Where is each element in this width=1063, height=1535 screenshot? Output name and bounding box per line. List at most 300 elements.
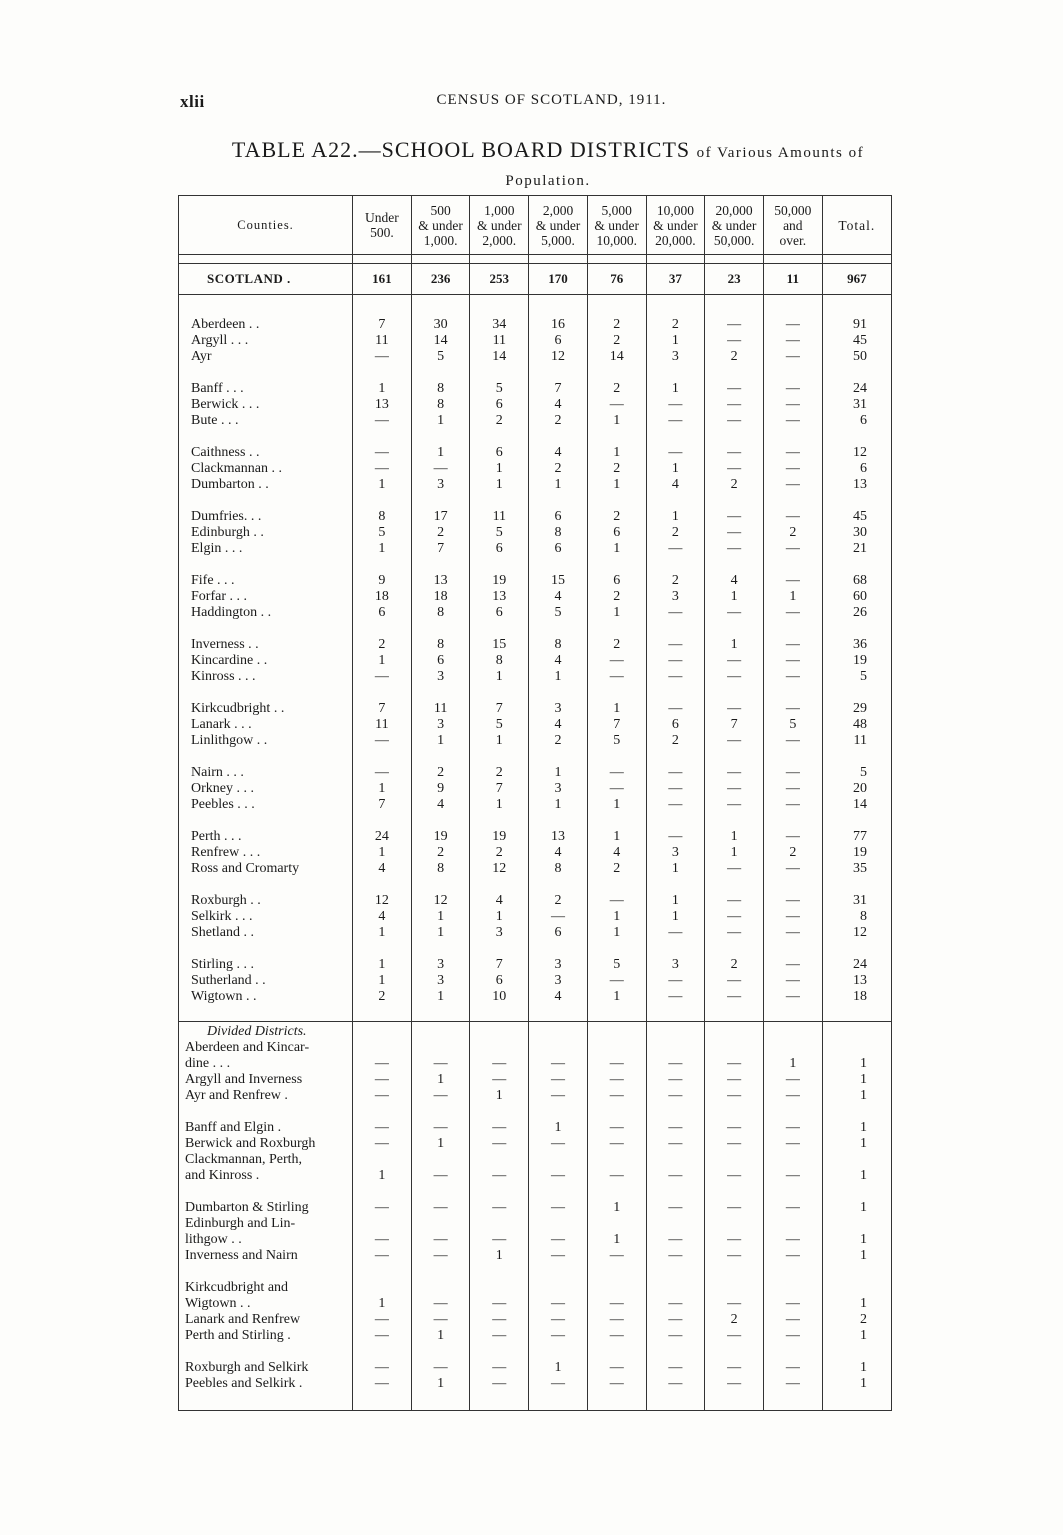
value-cell: 2 — [613, 333, 621, 348]
value-cell: — — [492, 1168, 507, 1183]
value-column-cell — [529, 893, 588, 957]
county-name: Linlithgow . . — [191, 733, 268, 748]
value-cell: 3 — [671, 349, 679, 364]
value-cell: — — [374, 1200, 389, 1215]
value-cell: 24 — [853, 957, 867, 972]
value-column-cell — [529, 637, 588, 701]
value-cell: — — [551, 1296, 565, 1311]
value-cell: — — [668, 1232, 683, 1247]
value-cell: 2 — [730, 477, 738, 492]
total-column-cell — [822, 1360, 891, 1411]
value-cell: 2 — [554, 733, 562, 748]
value-cell: 1 — [613, 477, 621, 492]
header-total: Total. — [822, 196, 891, 255]
value-cell: 2 — [613, 509, 621, 524]
value-cell: — — [668, 829, 683, 844]
value-column-cell — [529, 1120, 588, 1200]
value-column-cell — [587, 445, 646, 509]
value-cell: 11 — [492, 333, 507, 348]
county-name: Kincardine . . — [191, 653, 268, 668]
value-cell: 1 — [554, 669, 562, 684]
county-name: Lanark . . . — [191, 717, 252, 732]
total-column-cell — [822, 1040, 891, 1120]
value-cell: — — [668, 781, 683, 796]
value-cell: — — [374, 1248, 389, 1263]
county-name: Berwick and Roxburgh — [185, 1136, 316, 1151]
value-column-cell — [529, 509, 588, 573]
value-cell: — — [609, 397, 624, 412]
value-cell: 34 — [492, 317, 507, 332]
value-cell: — — [785, 781, 800, 796]
value-cell: — — [785, 637, 800, 652]
county-group-row — [179, 573, 892, 637]
value-cell: — — [668, 413, 683, 428]
value-cell: 1 — [437, 1328, 445, 1343]
value-cell: 2 — [789, 845, 797, 860]
county-name: Edinburgh . . — [191, 525, 264, 540]
value-column-cell — [353, 1200, 412, 1280]
value-cell — [823, 1216, 867, 1232]
value-cell: 68 — [853, 573, 867, 588]
value-cell: 19 — [853, 653, 867, 668]
county-name: Ross and Cromarty — [191, 861, 300, 876]
value-column-cell — [470, 381, 529, 445]
value-column-cell — [411, 295, 470, 382]
value-cell: 2 — [613, 381, 621, 396]
value-cell — [647, 1152, 705, 1168]
value-column-cell — [763, 957, 822, 1022]
value-cell: 19 — [853, 845, 867, 860]
value-cell: — — [727, 317, 742, 332]
value-cell: 1 — [860, 1200, 867, 1215]
title-line2: Population. — [505, 173, 591, 189]
value-cell: 1 — [554, 1360, 562, 1375]
value-cell: 1 — [495, 733, 503, 748]
value-column-cell — [646, 1360, 705, 1411]
value-cell — [470, 1040, 528, 1056]
value-cell: 1 — [495, 477, 503, 492]
value-column-cell — [353, 829, 412, 893]
value-cell: 12 — [853, 925, 867, 940]
value-cell: 1 — [730, 637, 738, 652]
county-name: Selkirk . . . — [191, 909, 253, 924]
value-cell: 24 — [374, 829, 389, 844]
county-name: Peebles and Selkirk . — [185, 1376, 303, 1391]
value-cell — [764, 1152, 822, 1168]
value-cell: — — [551, 1248, 565, 1263]
value-cell: — — [609, 1328, 624, 1343]
county-name: Dumbarton & Stirling — [185, 1200, 309, 1215]
value-cell: 1 — [613, 989, 621, 1004]
county-names — [179, 445, 353, 509]
scotland-value: 236 — [411, 264, 470, 295]
value-cell: 13 — [853, 477, 867, 492]
value-column-cell — [705, 1360, 764, 1411]
county-name: Dumbarton . . — [191, 477, 269, 492]
value-cell: — — [727, 605, 742, 620]
scotland-value: 37 — [646, 264, 705, 295]
county-name: Argyll . . . — [191, 333, 249, 348]
value-cell: 1 — [378, 1296, 386, 1311]
county-group-row — [179, 1120, 892, 1200]
county-group-row — [179, 1280, 892, 1360]
value-cell — [412, 1216, 470, 1232]
value-column-cell — [529, 295, 588, 382]
value-cell: 31 — [853, 397, 867, 412]
value-cell: — — [785, 829, 800, 844]
value-cell: — — [727, 669, 742, 684]
value-cell: 1 — [437, 925, 445, 940]
value-cell: 8 — [860, 909, 867, 924]
scotland-label: SCOTLAND . — [179, 264, 353, 295]
value-cell: — — [785, 605, 800, 620]
value-cell — [588, 1040, 646, 1056]
value-cell — [647, 1040, 705, 1056]
value-cell: — — [551, 1312, 565, 1327]
value-cell: 7 — [378, 317, 386, 332]
value-cell: — — [785, 669, 800, 684]
scotland-value: 161 — [353, 264, 412, 295]
value-cell: — — [433, 1360, 448, 1375]
value-cell — [764, 1280, 822, 1296]
value-cell: 6 — [860, 413, 867, 428]
value-cell: 2 — [730, 349, 738, 364]
value-cell: — — [727, 1328, 742, 1343]
value-cell: — — [785, 925, 800, 940]
value-cell: 5 — [495, 381, 503, 396]
value-cell: — — [785, 1088, 800, 1103]
value-cell: 12 — [374, 893, 389, 908]
value-column-cell — [529, 1200, 588, 1280]
value-cell: 1 — [495, 669, 503, 684]
value-cell: — — [727, 1232, 742, 1247]
county-names — [179, 381, 353, 445]
value-cell: — — [374, 1136, 389, 1151]
county-names — [179, 509, 353, 573]
value-cell: — — [785, 381, 800, 396]
value-cell: 8 — [437, 381, 445, 396]
value-cell: 2 — [437, 525, 445, 540]
value-cell: — — [668, 1248, 683, 1263]
value-cell: 6 — [495, 605, 503, 620]
value-cell: — — [785, 973, 800, 988]
value-cell — [529, 1152, 587, 1168]
value-column-cell — [353, 765, 412, 829]
value-cell: 7 — [495, 701, 503, 716]
value-cell: — — [609, 1360, 624, 1375]
value-column-cell — [763, 573, 822, 637]
value-column-cell — [587, 957, 646, 1022]
value-cell: 5 — [613, 733, 621, 748]
value-cell: 1 — [437, 1376, 445, 1391]
value-cell: — — [374, 1360, 389, 1375]
value-cell: — — [785, 333, 800, 348]
value-cell: 2 — [495, 413, 503, 428]
value-cell — [588, 1280, 646, 1296]
value-column-cell — [411, 1040, 470, 1120]
value-cell: — — [668, 1136, 683, 1151]
value-cell: — — [668, 1168, 683, 1183]
value-cell: — — [551, 1056, 565, 1071]
value-column-cell — [646, 1040, 705, 1120]
value-cell: 1 — [730, 829, 738, 844]
value-cell: 60 — [853, 589, 867, 604]
scotland-value: 23 — [705, 264, 764, 295]
value-column-cell — [470, 295, 529, 382]
value-cell: 7 — [437, 541, 445, 556]
value-cell: — — [785, 797, 800, 812]
value-cell: 4 — [554, 445, 562, 460]
county-group-row — [179, 1200, 892, 1280]
value-cell: — — [785, 861, 800, 876]
value-cell: 1 — [730, 589, 738, 604]
value-column-cell — [763, 893, 822, 957]
county-name: Kinross . . . — [191, 669, 256, 684]
value-cell: — — [727, 397, 742, 412]
county-names — [179, 1360, 353, 1411]
value-column-cell — [353, 1040, 412, 1120]
value-cell: — — [492, 1328, 507, 1343]
value-cell: 36 — [853, 637, 867, 652]
value-cell: — — [785, 397, 800, 412]
value-column-cell — [705, 573, 764, 637]
county-name: Forfar . . . — [191, 589, 247, 604]
value-column-cell — [705, 1120, 764, 1200]
value-column-cell — [646, 637, 705, 701]
value-column-cell — [705, 295, 764, 382]
value-cell: 1 — [554, 797, 562, 812]
value-cell — [705, 1216, 763, 1232]
value-cell: 5 — [495, 525, 503, 540]
value-cell: 30 — [433, 317, 448, 332]
value-cell: — — [785, 893, 800, 908]
value-cell: 4 — [554, 589, 562, 604]
county-name: Roxburgh and Selkirk — [185, 1360, 309, 1375]
value-cell: 7 — [378, 797, 386, 812]
value-cell: — — [785, 1248, 800, 1263]
value-cell: 1 — [378, 925, 386, 940]
value-cell — [412, 1280, 470, 1296]
value-column-cell — [353, 381, 412, 445]
value-cell: 11 — [492, 509, 507, 524]
value-cell — [353, 1152, 411, 1168]
value-cell: 1 — [671, 893, 679, 908]
value-cell: 1 — [860, 1056, 867, 1071]
value-cell: 1 — [378, 477, 386, 492]
value-cell: — — [668, 925, 683, 940]
value-column-cell — [470, 509, 529, 573]
value-cell: — — [668, 1200, 683, 1215]
value-cell: — — [727, 925, 742, 940]
county-name: Aberdeen . . — [191, 317, 260, 332]
county-name: Fife . . . — [191, 573, 235, 588]
value-cell: — — [785, 1072, 800, 1087]
value-cell: 77 — [853, 829, 867, 844]
value-cell: — — [727, 541, 742, 556]
value-cell: 3 — [554, 957, 562, 972]
value-cell — [353, 1040, 411, 1056]
value-cell: — — [433, 1296, 448, 1311]
value-cell: 1 — [860, 1120, 867, 1135]
value-cell: — — [551, 1200, 565, 1215]
value-column-cell — [646, 445, 705, 509]
value-cell: 8 — [495, 653, 503, 668]
value-cell: 35 — [853, 861, 867, 876]
value-cell: — — [374, 1312, 389, 1327]
value-cell: 2 — [789, 525, 797, 540]
value-column-cell — [470, 765, 529, 829]
value-cell: 9 — [437, 781, 445, 796]
total-column-cell — [822, 1200, 891, 1280]
value-column-cell — [470, 1200, 529, 1280]
value-cell: — — [668, 541, 683, 556]
value-column-cell — [529, 701, 588, 765]
value-column-cell — [411, 1360, 470, 1411]
value-cell: 4 — [554, 845, 562, 860]
value-cell: — — [668, 1120, 683, 1135]
value-cell: — — [727, 1376, 742, 1391]
value-column-cell — [587, 1360, 646, 1411]
value-column-cell — [646, 295, 705, 382]
value-cell: — — [492, 1136, 507, 1151]
value-cell: 1 — [613, 829, 621, 844]
county-names — [179, 1120, 353, 1200]
value-cell: 18 — [433, 589, 448, 604]
value-cell: — — [668, 669, 683, 684]
value-cell: 1 — [613, 413, 621, 428]
value-cell: 24 — [853, 381, 867, 396]
value-cell: 9 — [378, 573, 386, 588]
value-column-cell — [705, 381, 764, 445]
value-cell: 6 — [495, 397, 503, 412]
scotland-value: 11 — [763, 264, 822, 295]
county-group-row — [179, 957, 892, 1022]
value-cell: — — [727, 509, 742, 524]
value-cell: — — [374, 1056, 389, 1071]
title-small: of Various Amounts of — [696, 145, 865, 161]
value-cell: — — [785, 1168, 800, 1183]
value-cell: 1 — [860, 1328, 867, 1343]
value-cell: 2 — [671, 525, 679, 540]
value-cell: 1 — [554, 765, 562, 780]
value-cell — [470, 1216, 528, 1232]
value-cell — [412, 1152, 470, 1168]
value-cell: — — [609, 669, 624, 684]
county-group-row — [179, 829, 892, 893]
value-cell: — — [727, 989, 742, 1004]
scotland-total: 967 — [822, 264, 891, 295]
value-cell: 26 — [853, 605, 867, 620]
value-cell: 1 — [671, 333, 679, 348]
county-name: Orkney . . . — [191, 781, 254, 796]
value-cell: 4 — [554, 717, 562, 732]
value-cell: — — [551, 1232, 565, 1247]
value-cell: — — [785, 1376, 800, 1391]
county-name: Banff . . . — [191, 381, 244, 396]
value-cell: 1 — [613, 797, 621, 812]
value-column-cell — [763, 381, 822, 445]
value-cell: — — [374, 765, 389, 780]
value-cell: — — [727, 461, 742, 476]
value-cell: — — [785, 1232, 800, 1247]
value-cell: 1 — [613, 701, 621, 716]
value-column-cell — [529, 765, 588, 829]
value-cell — [529, 1040, 587, 1056]
value-cell — [764, 1040, 822, 1056]
value-cell: — — [727, 1200, 742, 1215]
value-column-cell — [470, 445, 529, 509]
value-cell: 4 — [554, 397, 562, 412]
value-cell: 1 — [437, 445, 445, 460]
value-cell: 4 — [671, 477, 679, 492]
county-name: Dumfries. . . — [191, 509, 262, 524]
value-cell: — — [374, 1232, 389, 1247]
value-cell: 3 — [554, 781, 562, 796]
value-cell: — — [727, 797, 742, 812]
value-column-cell — [411, 957, 470, 1022]
value-cell: — — [609, 1120, 624, 1135]
value-cell: — — [727, 413, 742, 428]
value-column-cell — [353, 1120, 412, 1200]
value-cell: — — [374, 413, 389, 428]
value-cell: 45 — [853, 333, 867, 348]
value-cell: 2 — [730, 957, 738, 972]
value-cell: 3 — [437, 973, 445, 988]
value-cell — [529, 1280, 587, 1296]
value-cell: — — [492, 1360, 507, 1375]
header-c2: 500 & under 1,000. — [411, 196, 470, 255]
value-cell: 1 — [613, 909, 621, 924]
value-column-cell — [705, 1040, 764, 1120]
value-cell: — — [609, 893, 624, 908]
value-cell: 4 — [437, 797, 445, 812]
value-cell: — — [785, 733, 800, 748]
value-cell: 1 — [613, 541, 621, 556]
county-name: Wigtown . . — [191, 989, 257, 1004]
value-cell: 4 — [730, 573, 738, 588]
value-cell: — — [609, 1248, 624, 1263]
value-cell: — — [492, 1200, 507, 1215]
value-column-cell — [705, 1280, 764, 1360]
value-cell: — — [727, 653, 742, 668]
value-column-cell — [587, 1040, 646, 1120]
value-cell: 1 — [860, 1360, 867, 1375]
value-cell: 13 — [853, 973, 867, 988]
value-cell: — — [609, 1312, 624, 1327]
value-cell: — — [727, 445, 742, 460]
value-cell: 6 — [671, 717, 679, 732]
scotland-value: 253 — [470, 264, 529, 295]
value-cell: 3 — [495, 925, 503, 940]
value-cell: — — [785, 1296, 800, 1311]
value-cell: — — [668, 445, 683, 460]
value-column-cell — [353, 445, 412, 509]
value-cell: 1 — [860, 1248, 867, 1263]
value-cell — [529, 1216, 587, 1232]
value-cell: — — [433, 1056, 448, 1071]
value-column-cell — [705, 701, 764, 765]
value-column-cell — [587, 1120, 646, 1200]
value-cell: — — [785, 1328, 800, 1343]
value-cell: 2 — [671, 317, 679, 332]
value-cell: 6 — [554, 509, 562, 524]
value-cell: — — [727, 1120, 742, 1135]
value-cell: 6 — [554, 333, 562, 348]
value-cell: 13 — [492, 589, 507, 604]
value-cell: 3 — [437, 669, 445, 684]
county-names — [179, 573, 353, 637]
value-column-cell — [411, 765, 470, 829]
